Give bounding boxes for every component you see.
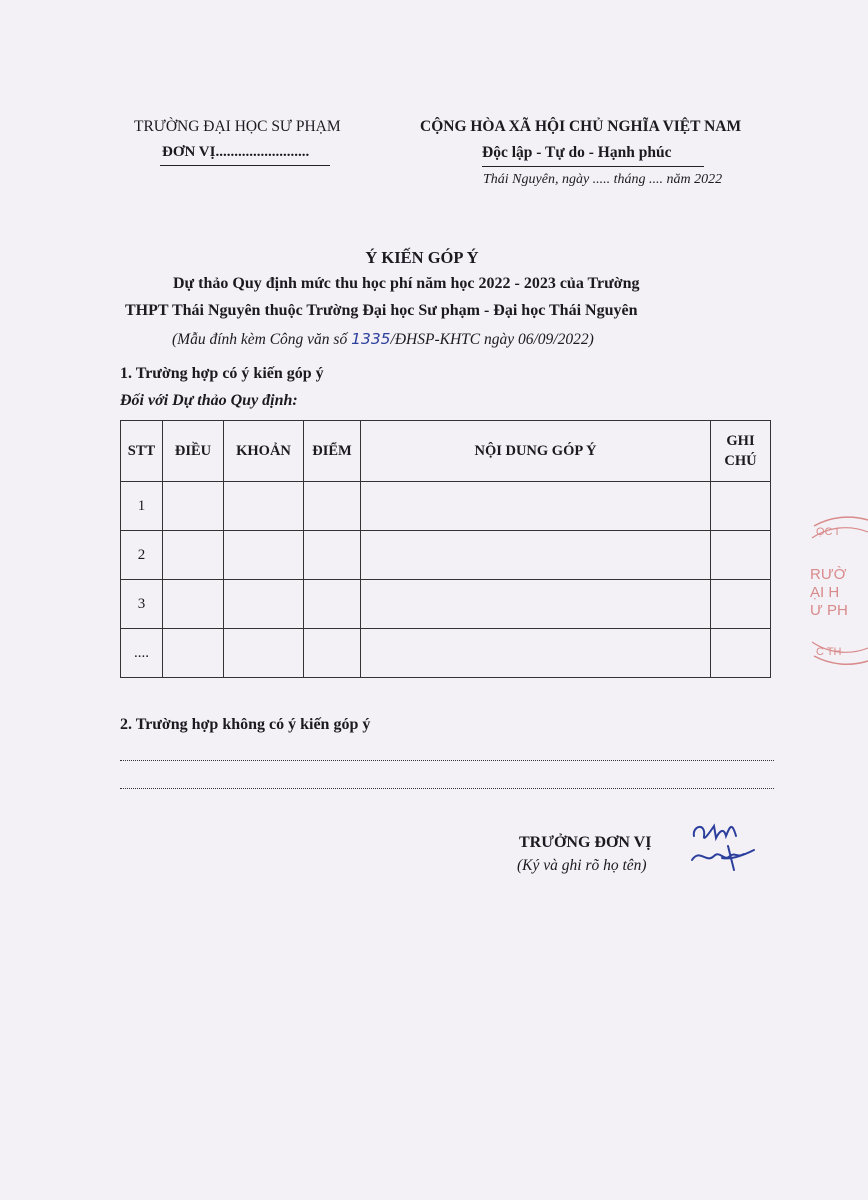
- cell-dieu[interactable]: [163, 482, 224, 531]
- section-1-heading: 1. Trường hợp có ý kiến góp ý: [120, 365, 324, 382]
- col-header-ghi-chu: GHI CHÚ: [711, 421, 771, 482]
- cell-stt: ....: [121, 629, 163, 678]
- stamp-text-5: C TH: [816, 646, 842, 658]
- col-header-dieu: ĐIỀU: [163, 421, 224, 482]
- cell-khoan[interactable]: [224, 629, 304, 678]
- table-row: [121, 629, 771, 678]
- nation-name: CỘNG HÒA XÃ HỘI CHỦ NGHĨA VIỆT NAM: [420, 118, 742, 135]
- cell-ghi-chu[interactable]: [711, 482, 771, 531]
- cell-ghi-chu[interactable]: [711, 531, 771, 580]
- cell-khoan[interactable]: [224, 580, 304, 629]
- title-line-2: THPT Thái Nguyên thuộc Trường Đại học Sư phạm - Đại học Thái Nguyên: [125, 302, 638, 319]
- dispatch-number-handwritten: 1335: [351, 330, 391, 348]
- signature-note: (Ký và ghi rõ họ tên): [517, 857, 647, 874]
- document-title: Ý KIẾN GÓP Ý: [365, 248, 479, 267]
- national-motto: Độc lập - Tự do - Hạnh phúc: [482, 144, 672, 161]
- cell-ghi-chu[interactable]: [711, 580, 771, 629]
- cell-stt: 1: [121, 482, 163, 531]
- cell-noi-dung[interactable]: [361, 531, 711, 580]
- signature-title: TRƯỞNG ĐƠN VỊ: [519, 834, 652, 851]
- stamp-text-3: ẠI H: [810, 584, 840, 601]
- motto-underline: [482, 166, 704, 167]
- stamp-text-1: ỌC I: [816, 526, 839, 538]
- cell-ghi-chu[interactable]: [711, 629, 771, 678]
- dotted-answer-line-1[interactable]: [120, 760, 774, 761]
- cell-noi-dung[interactable]: [361, 580, 711, 629]
- reference-note: [172, 330, 594, 349]
- col-header-khoan: KHOẢN: [224, 421, 304, 482]
- section-2-heading: 2. Trường hợp không có ý kiến góp ý: [120, 716, 371, 733]
- cell-noi-dung[interactable]: [361, 482, 711, 531]
- cell-diem[interactable]: [304, 482, 361, 531]
- cell-dieu[interactable]: [163, 531, 224, 580]
- cell-diem[interactable]: [304, 580, 361, 629]
- cell-dieu[interactable]: [163, 580, 224, 629]
- reference-note-prefix: (Mẫu đính kèm Công văn số: [172, 331, 352, 348]
- title-line-1: Dự thảo Quy định mức thu học phí năm học 2022 - 2023 của Trường: [173, 275, 640, 292]
- handwritten-signature: [688, 812, 760, 884]
- unit-name-field: ĐƠN VỊ.........................: [162, 144, 310, 160]
- cell-stt: 3: [121, 580, 163, 629]
- reference-note-suffix: /ĐHSP-KHTC ngày 06/09/2022): [390, 331, 594, 348]
- official-stamp: [808, 518, 868, 663]
- stamp-text-4: Ư PH: [810, 602, 848, 619]
- table-row: [121, 482, 771, 531]
- cell-stt: 2: [121, 531, 163, 580]
- stamp-text-2: RƯỜ: [810, 566, 847, 583]
- cell-diem[interactable]: [304, 531, 361, 580]
- unit-underline: [160, 165, 330, 166]
- dotted-answer-line-2[interactable]: [120, 788, 774, 789]
- school-name: TRƯỜNG ĐẠI HỌC SƯ PHẠM: [134, 118, 341, 135]
- col-header-diem: ĐIỂM: [304, 421, 361, 482]
- section-1-subheading: Đối với Dự thảo Quy định:: [120, 392, 298, 409]
- feedback-table: [120, 420, 771, 678]
- table-row: [121, 531, 771, 580]
- date-line: Thái Nguyên, ngày ..... tháng .... năm 2022: [483, 172, 723, 187]
- cell-noi-dung[interactable]: [361, 629, 711, 678]
- cell-khoan[interactable]: [224, 531, 304, 580]
- cell-khoan[interactable]: [224, 482, 304, 531]
- table-header-row: [121, 421, 771, 482]
- col-header-stt: STT: [121, 421, 163, 482]
- cell-dieu[interactable]: [163, 629, 224, 678]
- col-header-noi-dung: NỘI DUNG GÓP Ý: [361, 421, 711, 482]
- cell-diem[interactable]: [304, 629, 361, 678]
- table-row: [121, 580, 771, 629]
